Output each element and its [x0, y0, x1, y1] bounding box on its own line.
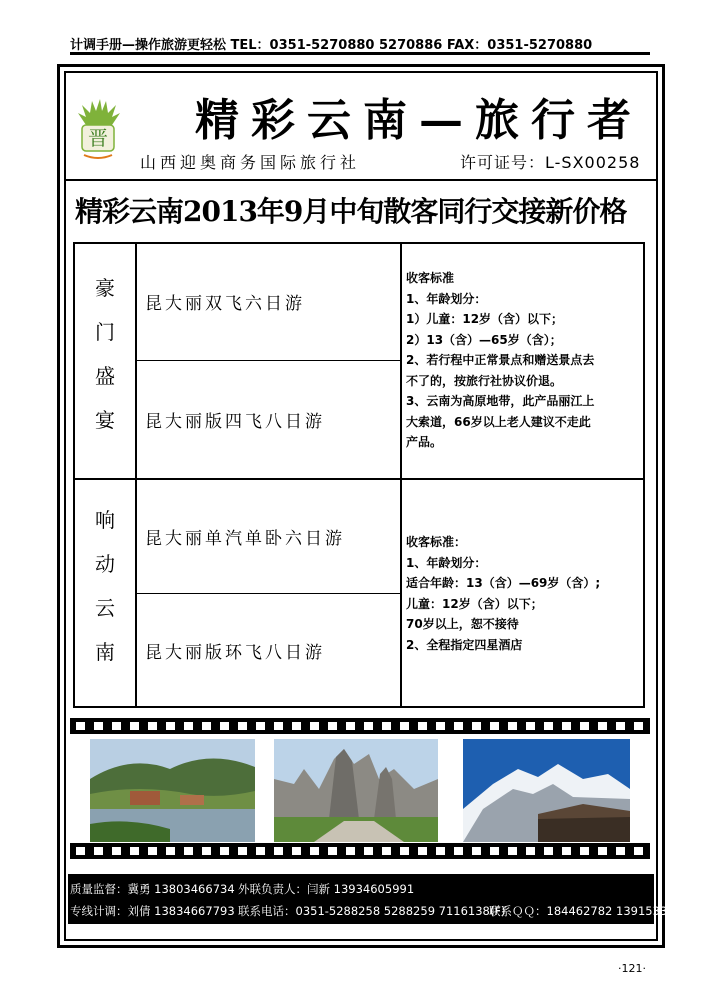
contact-footer	[68, 874, 690, 924]
stone-forest-photo	[274, 739, 438, 842]
qq-contact: 联系ＱＱ：184462782 1391533002	[489, 904, 690, 918]
price-banner: 精彩云南2013年9月中旬散客同行交接新价格	[75, 195, 627, 228]
header-contact-line: 计调手册—操作旅游更轻松 TEL：0351-5270880 5270886 FAX：0351-5270880	[70, 34, 650, 55]
license-number: 许可证号：L-SX00258	[460, 153, 641, 172]
snow-mountain-photo	[463, 739, 630, 842]
booking-notes-2: 收客标准： 1、年龄划分： 适合年龄：13（含）—69岁（含）; 儿童：12岁（含）以下； 70岁以上，恕不接待 2、全程指定四星酒店	[406, 535, 601, 652]
category-name-1: 豪 门 盛 宴	[95, 276, 115, 432]
route-divider-1	[137, 360, 400, 361]
route-item: 昆大丽双飞六日游	[145, 294, 305, 314]
phone-contact: 联系电话：0351-5288258 5288259 7116138(F)	[238, 904, 506, 918]
external-contact: 外联负责人：闫新 13934605991	[238, 882, 415, 896]
lake-village-photo	[90, 739, 255, 842]
page-title: 精彩云南—旅行者	[195, 95, 643, 146]
page-number: ·121·	[618, 962, 646, 975]
agency-logo-icon	[72, 95, 124, 163]
svg-text:晋: 晋	[88, 126, 108, 150]
quality-supervisor: 质量监督：冀勇 13803466734	[70, 882, 235, 896]
route-item: 昆大丽版环飞八日游	[145, 643, 325, 663]
film-strip-top	[70, 718, 650, 734]
booking-notes-1: 收客标准 1、年龄划分： 1）儿童：12岁（含）以下； 2）13（含）—65岁（含）； 2、若行程中正常景点和赠送景点去 不了的，按旅行社协议价退。 3、云南为高原地带，此产品丽江上 大索道，66岁以上老人建议不走此 产品。	[406, 271, 595, 449]
route-item: 昆大丽版四飞八日游	[145, 412, 325, 432]
route-column-1	[137, 242, 402, 480]
agency-name: 山西迎奥商务国际旅行社	[140, 153, 361, 172]
category-name-2: 响 动 云 南	[95, 508, 115, 664]
route-item: 昆大丽单汽单卧六日游	[145, 529, 345, 549]
route-divider-2	[137, 593, 400, 594]
operator-contact: 专线计调：刘倩 13834667793	[70, 904, 235, 918]
film-strip-bottom	[70, 843, 650, 859]
header-divider	[64, 179, 658, 181]
